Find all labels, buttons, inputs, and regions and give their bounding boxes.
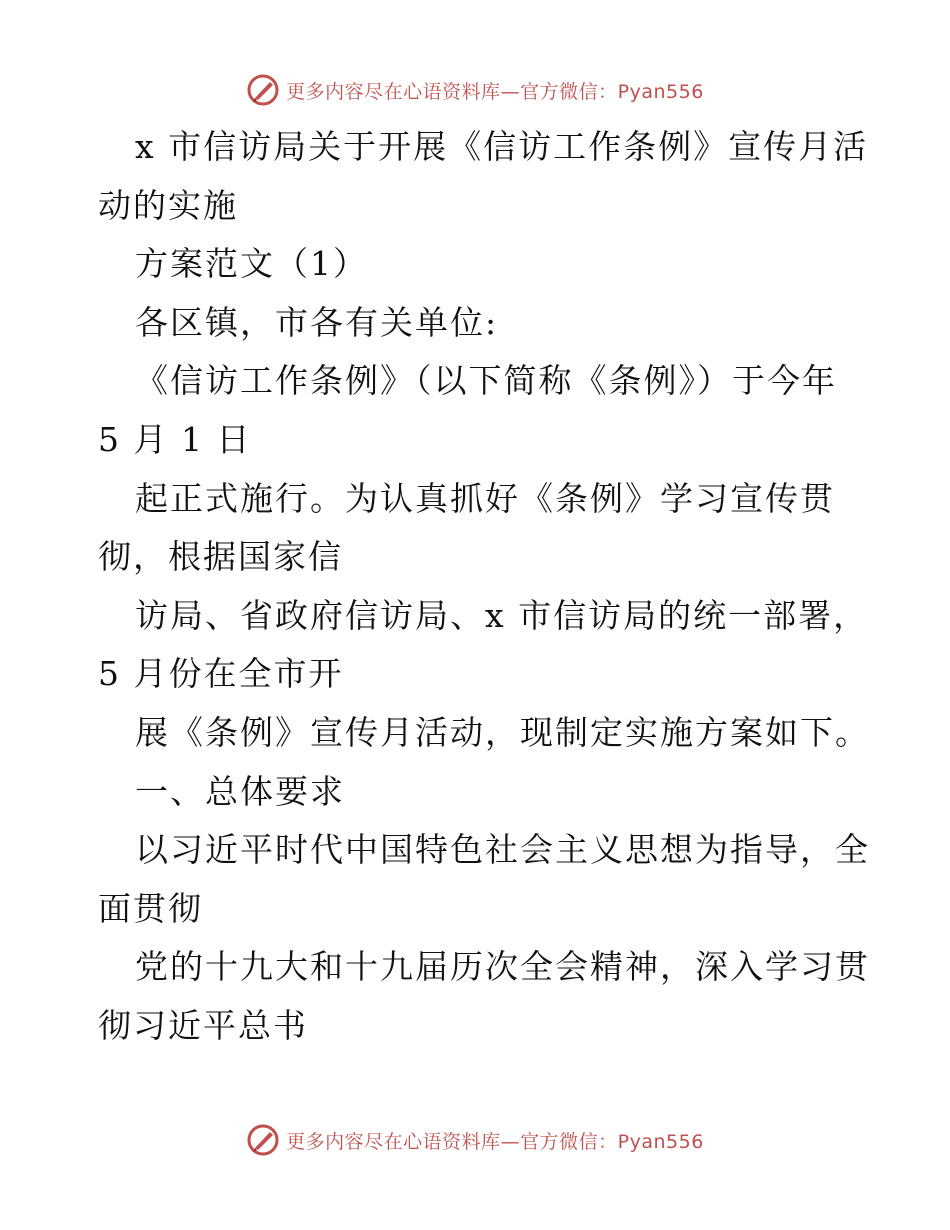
body-line: 面贯彻 bbox=[98, 888, 203, 928]
section-heading: 一、总体要求 bbox=[135, 771, 345, 811]
body-line: 党的十九大和十九届历次全会精神，深入学习贯 bbox=[135, 947, 870, 987]
document-body bbox=[98, 118, 870, 1056]
body-line: 彻习近平总书 bbox=[98, 1005, 308, 1045]
body-line: 起正式施行。为认真抓好《条例》学习宣传贯 bbox=[135, 478, 835, 518]
body-line: x 市信访局关于开展《信访工作条例》宣传月活 bbox=[135, 127, 869, 166]
body-line: 5 月份在全市开 bbox=[98, 654, 344, 694]
quill-pen-logo-icon bbox=[246, 73, 280, 107]
body-line: 以习近平时代中国特色社会主义思想为指导，全 bbox=[135, 830, 870, 870]
watermark-text: 更多内容尽在心语资料库—官方微信：Pyan556 bbox=[286, 1130, 704, 1153]
body-line: 彻，根据国家信 bbox=[98, 537, 343, 577]
body-line: 动的实施 bbox=[98, 185, 238, 225]
body-line: 各区镇，市各有关单位: bbox=[135, 302, 499, 342]
body-line: 方案范文（1） bbox=[135, 244, 368, 284]
header-watermark bbox=[0, 70, 950, 110]
watermark-text: 更多内容尽在心语资料库—官方微信：Pyan556 bbox=[286, 80, 704, 103]
footer-watermark bbox=[0, 1120, 950, 1160]
body-line: 访局、省政府信访局、x 市信访局的统一部署， bbox=[135, 595, 869, 635]
body-line: 5 月 1 日 bbox=[98, 419, 252, 459]
quill-pen-logo-icon bbox=[246, 1123, 280, 1157]
body-line: 展《条例》宣传月活动，现制定实施方案如下。 bbox=[135, 712, 870, 752]
body-line: 《信访工作条例》（以下简称《条例》）于今年 bbox=[135, 361, 837, 401]
